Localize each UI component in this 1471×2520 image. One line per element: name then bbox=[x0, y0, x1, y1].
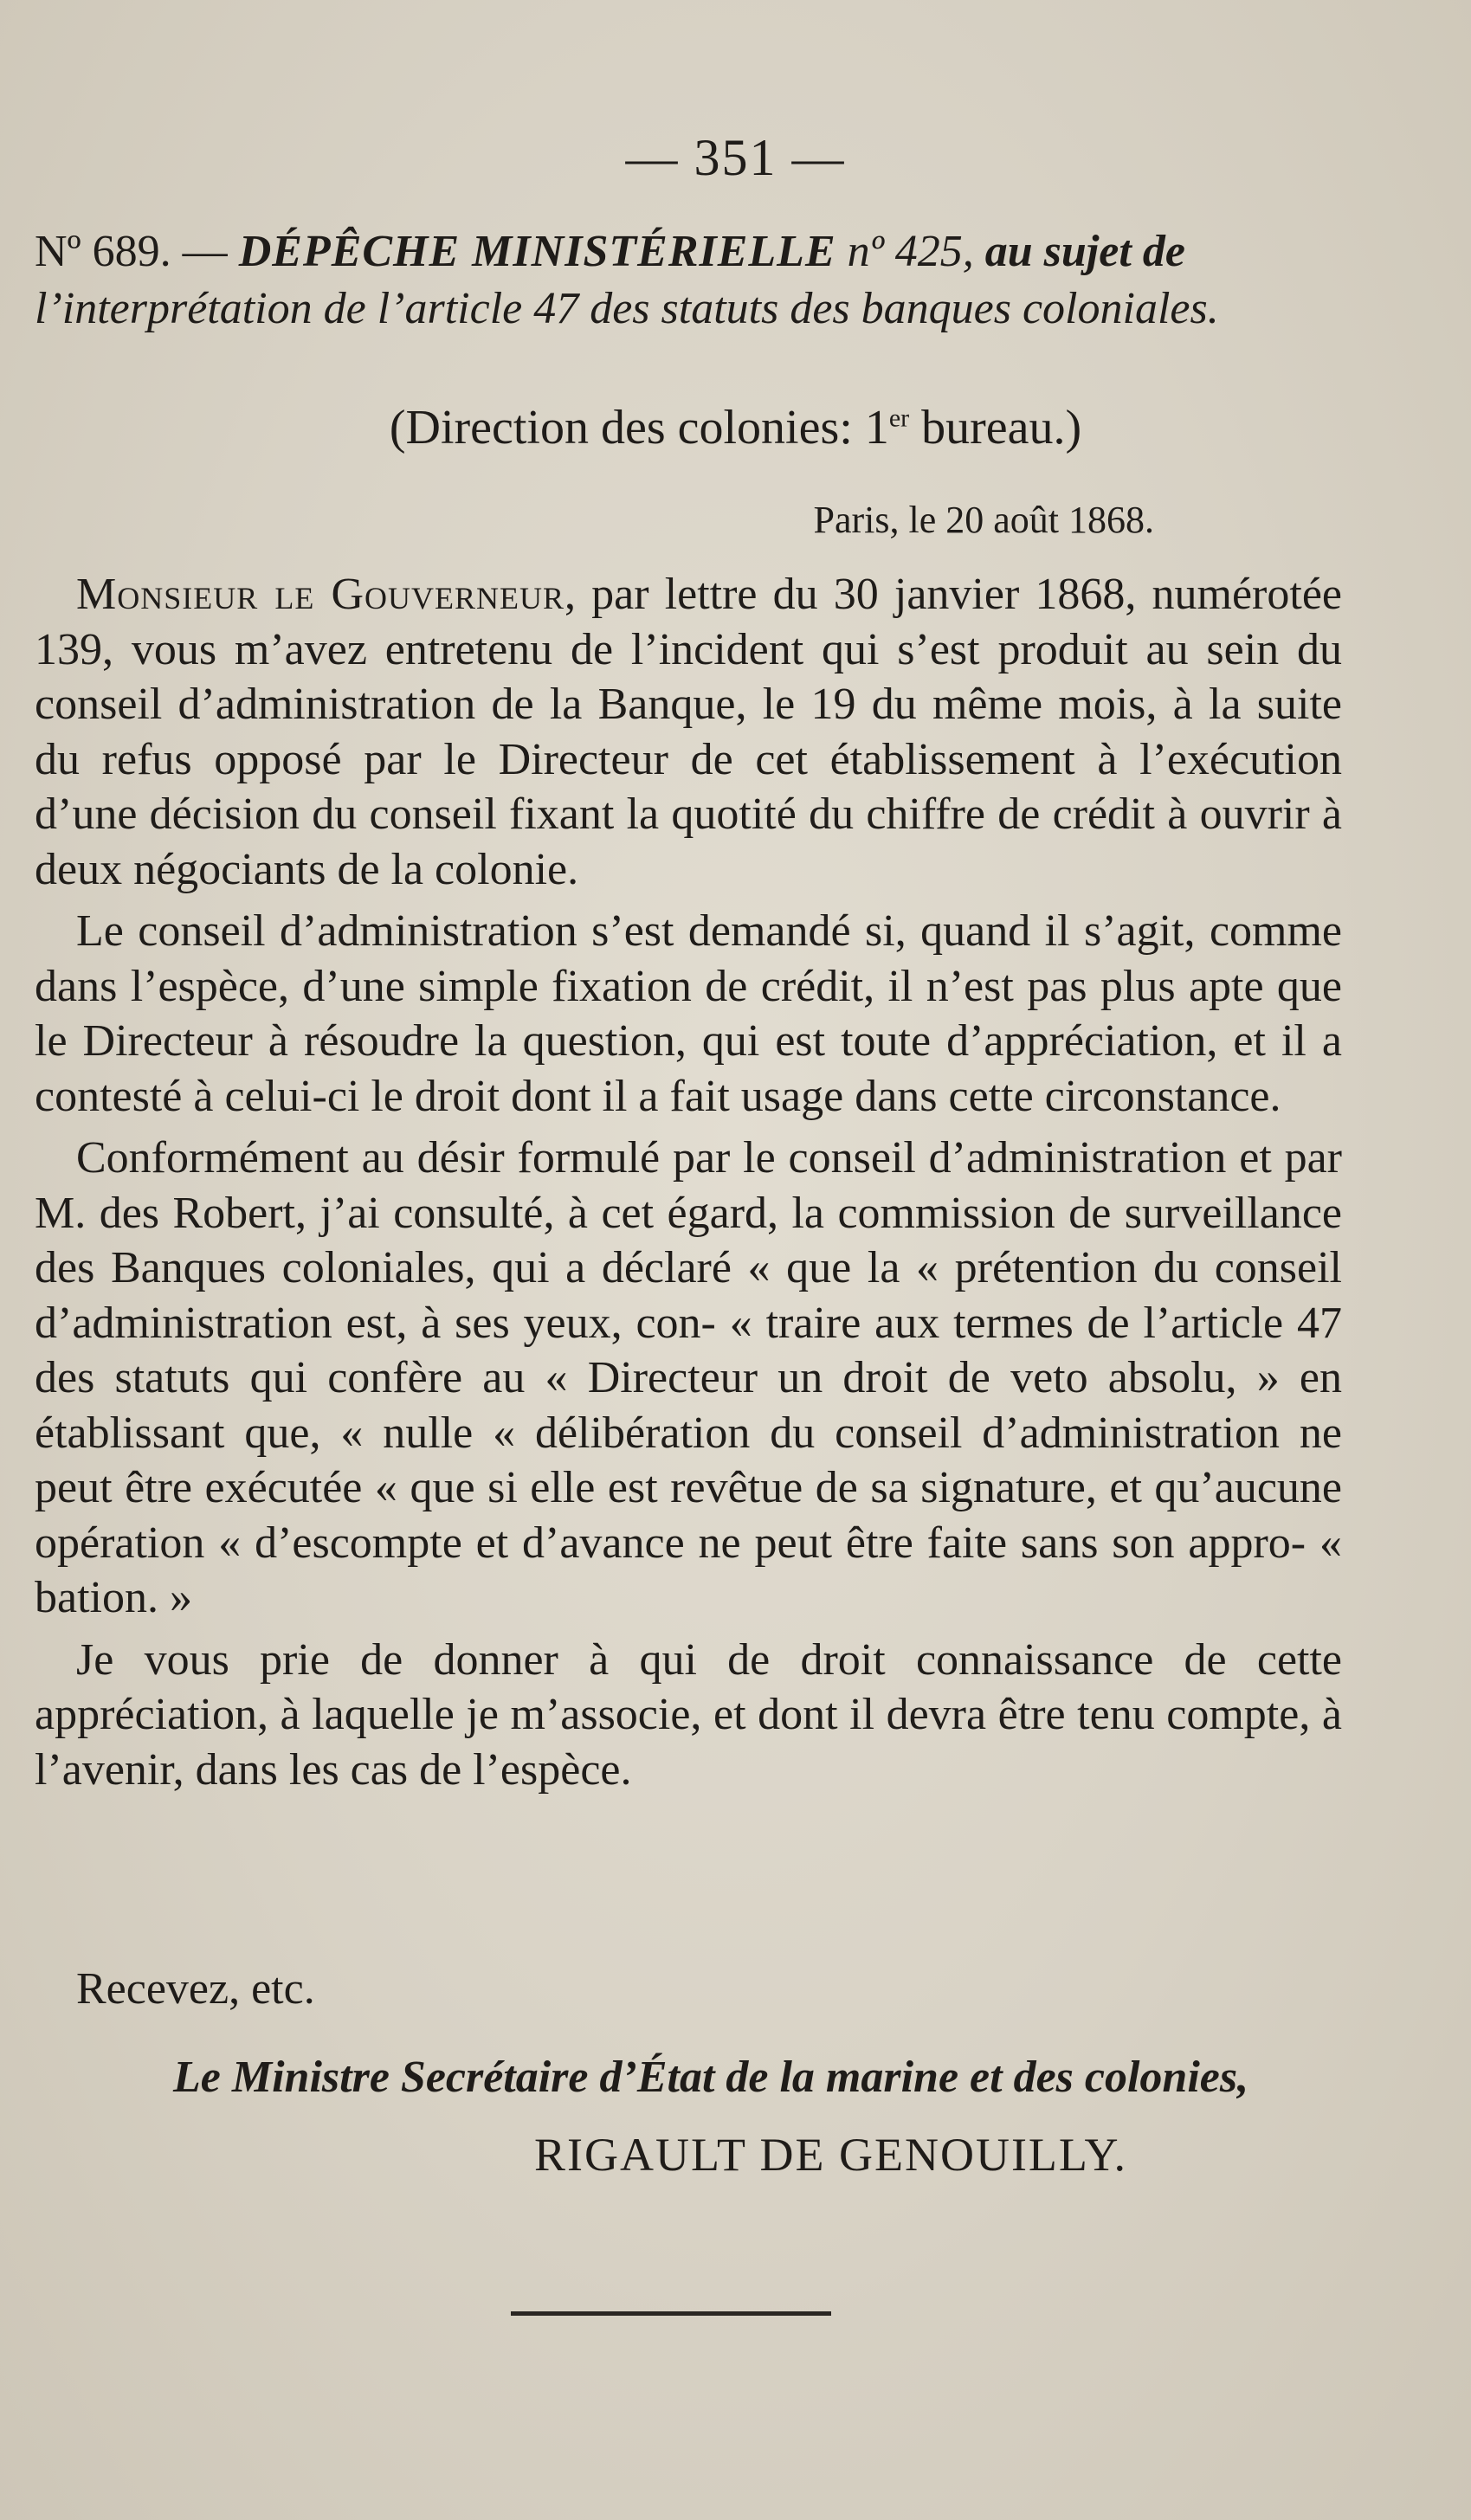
heading-dispatch-number: nº 425, bbox=[847, 227, 974, 276]
paragraph-3: Conformément au désir formulé par le conseil d’administration et par M. des Robert, j’ai consulté, à cet égard, la commission de surveillance des Banques coloniales, qui a déclaré « que la « prétention du conseil d’administration est, à ses yeux, con- « traire aux termes de l’article 47 des statuts qui confère au « Directeur un droit de veto absolu, » en établissant que, « nulle « délibération du conseil d’administration ne peut être exécutée « que si elle est revêtue de sa signature, et qu’aucune opération « d’escompte et d’avance ne peut être faite sans son appro- « bation. » bbox=[35, 1133, 1342, 1622]
signature-name: RIGAULT DE GENOUILLY. bbox=[533, 2129, 1128, 2181]
end-rule bbox=[511, 2311, 831, 2316]
direction-text-before: (Direction des colonies: 1 bbox=[389, 401, 889, 454]
heading-subject-start: au sujet de bbox=[984, 227, 1185, 276]
heading-title: DÉPÊCHE MINISTÉRIELLE bbox=[238, 227, 836, 276]
page-number: — 351 — bbox=[625, 129, 846, 186]
paragraph-1-text: , par lettre du 30 janvier 1868, numérotée 139, vous m’avez entretenu de l’incident qui s’est produit au sein du conseil d’administration de la Banque, le 19 du même mois, à la suite du refus opposé par le Directeur de cet établissement à l’exécution d’une décision du conseil fixant la quotité du chiffre de crédit à ouvrir à deux négociants de la colonie. bbox=[35, 570, 1342, 894]
salutation: Monsieur le Gouverneur bbox=[76, 570, 565, 619]
direction-text-after: bureau.) bbox=[909, 401, 1082, 454]
paragraph-4: Je vous prie de donner à qui de droit connaissance de cette appréciation, à laquelle je m’associe, et dont il devra être tenu compte, à l’avenir, dans les cas de l’espèce. bbox=[35, 1634, 1342, 1795]
paragraph-1 bbox=[35, 567, 1342, 897]
closing-formula: Recevez, etc. bbox=[76, 1964, 315, 2014]
letter-body bbox=[35, 567, 1342, 1804]
paragraph-2: Le conseil d’administration s’est demandé si, quand il s’agit, comme dans l’espèce, d’une simple fixation de crédit, il n’est pas plus apte que le Directeur à résoudre la question, qui est toute d’appréciation, et il a contesté à celui-ci le droit dont il a fait usage dans cette circonstance. bbox=[35, 906, 1342, 1121]
direction-superscript: er bbox=[888, 403, 910, 433]
heading-subject-line2: l’interprétation de l’article 47 des statuts des banques coloniales. bbox=[35, 284, 1219, 333]
signature-title: Le Ministre Secrétaire d’État de la marine et des colonies, bbox=[173, 2053, 1249, 2102]
direction-line bbox=[0, 400, 1471, 455]
heading-number: Nº 689. — bbox=[35, 227, 228, 276]
document-heading bbox=[35, 223, 1342, 338]
dateline: Paris, le 20 août 1868. bbox=[813, 499, 1154, 541]
